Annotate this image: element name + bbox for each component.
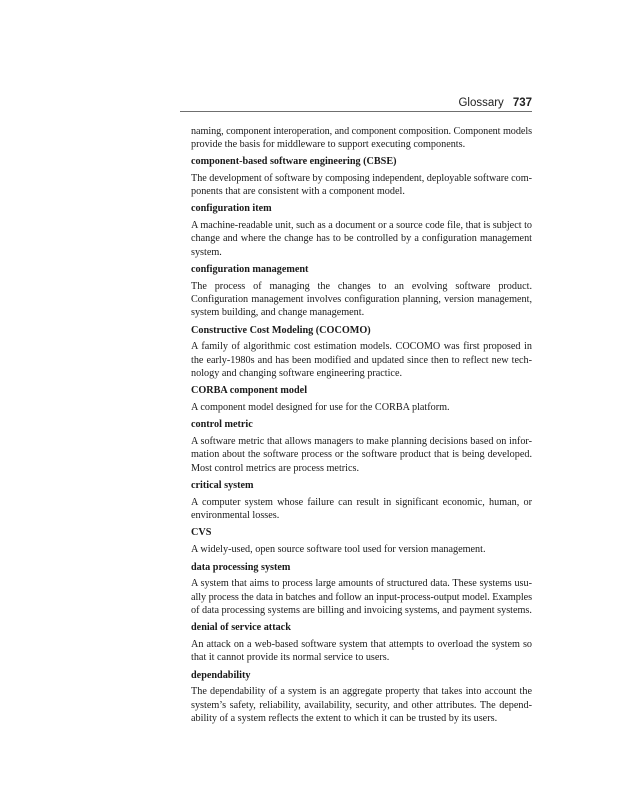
glossary-term: critical system [191,480,254,492]
definition-line: provide the basis for middleware to support executing components. [191,138,466,150]
glossary-term: control metric [191,419,253,431]
glossary-term: configuration management [191,264,309,276]
running-head [180,94,532,112]
definition-line: A software metric that allows managers to make planning decisions based on infor- [191,436,532,448]
glossary-term: configuration item [191,203,272,215]
definition-line: A family of algorithmic cost estimation models. COCOMO was first proposed in [191,341,532,353]
glossary-term: dependability [191,669,251,681]
glossary-term: CVS [191,527,212,539]
glossary-definition [191,435,532,475]
glossary-term: Constructive Cost Modeling (COCOMO) [191,324,371,336]
definition-line: The dependability of a system is an aggregate property that takes into account the [191,686,532,698]
definition-line: ponents that are consistent with a component model. [191,186,405,198]
definition-line: nology and changing software engineering practice. [191,367,403,379]
definition-line: A component model designed for use for the CORBA platform. [191,402,450,414]
glossary-content [191,125,532,726]
glossary-term: denial of service attack [191,622,291,634]
definition-line: An attack on a web-based software system that attempts to overload the system so [191,639,532,651]
definition-line: A computer system whose failure can result in significant economic, human, or [191,496,532,508]
glossary-definition [191,496,532,522]
definition-line: Configuration management involves configuration planning, version management, [191,294,532,306]
definition-line: of data processing systems are billing and invoicing systems, and payment systems. [191,604,532,616]
glossary-definition [191,401,532,414]
definition-line: The process of managing the changes to an evolving software product. [191,280,532,292]
continuation-definition [191,125,532,151]
definition-line: system building, and change management. [191,307,365,319]
section-title: Glossary [458,97,504,109]
definition-line: ability of a system reflects the extent to which it can be trusted by its users. [191,712,498,724]
header-rule [180,111,532,112]
definition-line: system’s safety, reliability, availability, security, and other attributes. The depend- [191,699,532,711]
glossary-definition [191,340,532,380]
definition-line: mation about the software process or the software product that is being developed. [191,449,532,461]
definition-line: A machine-readable unit, such as a document or a source code file, that is subject to [191,220,532,232]
definition-line: that it cannot provide its normal service to users. [191,652,390,664]
glossary-term: CORBA component model [191,385,308,397]
definition-line: the early-1980s and has been modified and updated since then to reflect new tech- [191,354,532,366]
glossary-definition [191,543,532,556]
glossary-definition [191,685,532,725]
glossary-definition [191,577,532,617]
definition-line: A system that aims to process large amounts of structured data. These systems usu- [191,578,532,590]
page-number: 737 [512,97,532,109]
definition-line: The development of software by composing independent, deployable software com- [191,172,532,184]
glossary-definition [191,280,532,320]
definition-line: ally process the data in batches and follow an input-process-output model. Examples [191,591,532,603]
glossary-definition [191,172,532,198]
definition-line: environmental losses. [191,510,280,522]
glossary-term: component-based software engineering (CBSE) [191,156,397,168]
definition-line: Most control metrics are process metrics. [191,462,360,474]
definition-line: system. [191,246,222,258]
glossary-definition [191,219,532,259]
glossary-definition [191,638,532,664]
definition-line: A widely-used, open source software tool used for version management. [191,544,486,556]
definition-line: change and where the change has to be controlled by a configuration management [191,233,532,245]
definition-line: naming, component interoperation, and component composition. Component models [191,125,532,137]
glossary-term: data processing system [191,561,291,573]
